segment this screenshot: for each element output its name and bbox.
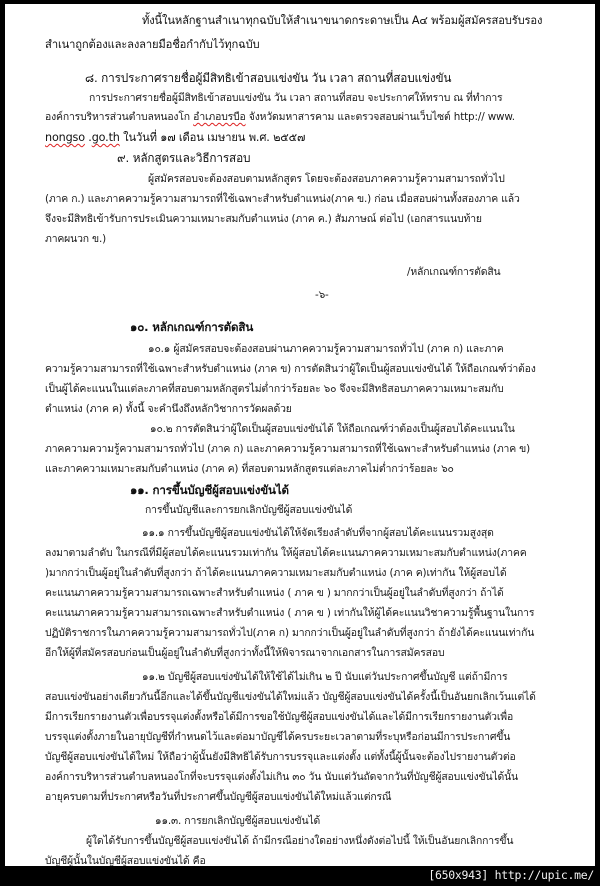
section-10-1-line-4: ตำแหน่ง (ภาค ค) ทั้งนี้ จะคำนึงถึงหลักวิชาการวัดผลด้วย xyxy=(45,403,292,415)
section-11-1-line-1: ๑๑.๑ การขึ้นบัญชีผู้สอบแข่งขันได้ให้จัดเรียงลำดับที่จากผู้สอบได้คะแนนรวมสูงสุด xyxy=(142,527,494,539)
spellcheck-flag: อำเภอบรบือ xyxy=(193,111,246,123)
section-11-heading: ๑๑. การขึ้นบัญชีผู้สอบแข่งขันได้ xyxy=(130,483,289,497)
section-9-line-2: (ภาค ก.) และภาคความรู้ความสามารถที่ใช้เฉพาะสำหรับตำแหน่ง(ภาค ข.) ก่อน เมื่อสอบผ่านทั้งสองภาค แล้ว xyxy=(45,193,520,205)
section-9-line-4: ภาคผนวก ข.) xyxy=(45,233,107,245)
section-11-1-line-5: คะแนนภาคความรู้ความสามารถเฉพาะสำหรับตำแหน่ง ( ภาค ข ) เท่ากันให้ผู้ได้คะแนนวิชาความรู้พื้นฐานในการ xyxy=(45,607,535,619)
section-11-1-line-4: คะแนนภาคความรู้ความสามารถเฉพาะสำหรับตำแหน่ง ( ภาค ข ) มากกว่าเป็นผู้อยู่ในลำดับที่สูงกว่า ถ้าได้ xyxy=(45,587,504,599)
continuation-note: /หลักเกณฑ์การตัดสิน xyxy=(407,266,501,278)
section-10-2-line-3: และภาคความเหมาะสมกับตำแหน่ง (ภาค ค) ที่สอบตามหลักสูตรแต่ละภาคไม่ต่ำกว่าร้อยละ ๖๐ xyxy=(45,463,454,475)
section-11-1-line-7: อีกให้ผู้ที่สมัครสอบก่อนเป็นผู้อยู่ในลำดับที่สูงกว่าทั้งนี้ให้พิจารณาจากเอกสารในการสมัครสอบ xyxy=(45,647,445,659)
section-11-2-line-1: ๑๑.๒ บัญชีผู้สอบแข่งขันได้ให้ใช้ได้ไม่เกิน ๒ ปี นับแต่วันประกาศขึ้นบัญชี แต่ถ้ามีการ xyxy=(142,671,508,683)
section-8-heading: ๘. การประกาศรายชื่อผู้มีสิทธิเข้าสอบแข่งขัน วัน เวลา สถานที่สอบแข่งขัน xyxy=(85,71,452,85)
section-11-subheading: การขึ้นบัญชีและการยกเลิกบัญชีผู้สอบแข่งขันได้ xyxy=(145,504,353,516)
section-11-2-line-6: องค์การบริหารส่วนตำบลหนองโกที่จะบรรจุแต่งตั้งไม่เกิน ๓๐ วัน นับแต่วันถัดจากวันที่บัญชีผู้สอบแข่งขันได้นั้น xyxy=(45,771,518,783)
section-11-2-line-3: มีการเรียกรายงานตัวเพื่อบรรจุแต่งตั้งหรือได้มีการขอใช้บัญชีผู้สอบแข่งขันได้และได้มีการเรียกรายงานตัวเพื่อ xyxy=(45,711,514,723)
spellcheck-flag: nongso xyxy=(45,131,85,144)
intro-line-2: สำเนาถูกต้องและลงลายมือชื่อกำกับไว้ทุกฉบับ xyxy=(45,38,260,51)
section-10-1-line-1: ๑๐.๑ ผู้สมัครสอบจะต้องสอบผ่านภาคความรู้ความสามารถทั่วไป (ภาค ก) และภาค xyxy=(148,343,504,355)
document-page xyxy=(5,4,595,866)
section-9-heading: ๙. หลักสูตรและวิธีการสอบ xyxy=(117,151,251,165)
section-11-2-line-2: สอบแข่งขันอย่างเดียวกันนี้อีกและได้ขึ้นบัญชีแข่งขันได้ใหม่แล้ว บัญชีผู้สอบแข่งขันได้ครั้งนี้เป็นอันยกเลิกเว้นแต่ได้ xyxy=(45,691,536,703)
spellcheck-flag: go.th xyxy=(91,131,120,144)
section-8-line-2: องค์การบริหารส่วนตำบลหนองโก อำเภอบรบือ จังหวัดมหาสารคาม และตรวจสอบผ่านเว็บไซต์ http:// www. xyxy=(45,111,515,123)
section-11-3-line-2: บัญชีผู้นั้นในบัญชีผู้สอบแข่งขันได้ คือ xyxy=(45,855,206,866)
section-10-heading: ๑๐. หลักเกณฑ์การตัดสิน xyxy=(130,320,254,334)
section-11-1-line-6: ปฏิบัติราชการในภาคความรู้ความสามารถทั่วไป(ภาค ก) มากกว่าเป็นผู้อยู่ในลำดับที่สูงกว่า ถ้ายังได้คะแนนเท่ากัน xyxy=(45,627,535,639)
section-10-2-line-2: ภาคความความรู้ความสามารถทั่วไป (ภาค ก) และภาคความรู้ความสามารถที่ใช้เฉพาะสำหรับตำแหน่ง (ภาค ข) xyxy=(45,443,531,455)
section-11-3-line-1: ผู้ใดได้รับการขึ้นบัญชีผู้สอบแข่งขันได้ ถ้ามีกรณีอย่างใดอย่างหนึ่งดังต่อไปนี้ ให้เป็นอันยกเลิกการขึ้น xyxy=(86,835,514,847)
section-11-3-heading: ๑๑.๓. การยกเลิกบัญชีผู้สอบแข่งขันได้ xyxy=(155,815,321,827)
section-11-1-line-2: ลงมาตามลำดับ ในกรณีที่มีผู้สอบได้คะแนนรวมเท่ากัน ให้ผู้สอบได้คะแนนภาคความเหมาะสมกับตำแหน่ง(ภาคค xyxy=(45,547,527,559)
intro-line-1: ทั้งนี้ในหลักฐานสำเนาทุกฉบับให้สำเนาขนาดกระดาษเป็น A๔ พร้อมผู้สมัครสอบรับรอง xyxy=(142,14,543,27)
page-number: -๖- xyxy=(315,289,329,301)
section-10-2-line-1: ๑๐.๒ การตัดสินว่าผู้ใดเป็นผู้สอบแข่งขันได้ ให้ถือเกณฑ์ว่าต้องเป็นผู้สอบได้คะแนนใน xyxy=(150,423,515,435)
section-10-1-line-3: เป็นผู้ได้คะแนนในแต่ละภาคที่สอบตามหลักสูตรไม่ต่ำกว่าร้อยละ ๖๐ จึงจะมีสิทธิสอบภาคความเหมาะสมกับ xyxy=(45,383,504,395)
section-11-2-line-7: อายุครบตามที่ประกาศหรือวันที่ประกาศขึ้นบัญชีผู้สอบแข่งขันได้ใหม่แล้วแต่กรณี xyxy=(45,791,392,803)
section-8-line-1: การประกาศรายชื่อผู้มีสิทธิเข้าสอบแข่งขัน วัน เวลา สถานที่สอบ จะประกาศให้ทราบ ณ ที่ทำการ xyxy=(89,92,503,104)
section-11-1-line-3: )มากกว่าเป็นผู้อยู่ในลำดับที่สูงกว่า ถ้าได้คะแนนภาคความเหมาะสมกับตำแหน่ง (ภาค ค)เท่ากัน ให้ผู้สอบได้ xyxy=(45,567,507,579)
section-9-line-1: ผู้สมัครสอบจะต้องสอบตามหลักสูตร โดยจะต้องสอบภาคความรู้ความสามารถทั่วไป xyxy=(148,173,505,185)
section-11-2-line-5: บัญชีผู้สอบแข่งขันได้ใหม่ ให้ถือว่าผู้นั้นยังมีสิทธิได้รับการบรรจุและแต่งตั้ง แต่ทั้งนี้ผู้นั้นจะต้องไปรายงานตัวต่อ xyxy=(45,751,516,763)
section-11-2-line-4: บรรจุแต่งตั้งภายในอายุบัญชีที่กำหนดไว้และต่อมาบัญชีได้ครบระยะเวลาตามที่ระบุหรือก่อนมีการประกาศขึ้น xyxy=(45,731,511,743)
section-8-line-3: nongso .go.th ในวันที่ ๑๗ เดือน เมษายน พ.ศ. ๒๕๕๗ xyxy=(45,131,306,144)
section-9-line-3: จึงจะมีสิทธิเข้ารับการประเมินความเหมาะสมกับตำแหน่ง (ภาค ค.) สัมภาษณ์ ต่อไป (เอกสารแนบท้าย xyxy=(45,213,482,225)
image-host-watermark: [650x943] http://upic.me/ xyxy=(428,868,594,882)
section-10-1-line-2: ความรู้ความสามารถที่ใช้เฉพาะสำหรับตำแหน่ง (ภาค ข) การตัดสินว่าผู้ใดเป็นผู้สอบแข่งขันได้ ให้ถือเกณฑ์ว่าต้อง xyxy=(45,363,536,375)
